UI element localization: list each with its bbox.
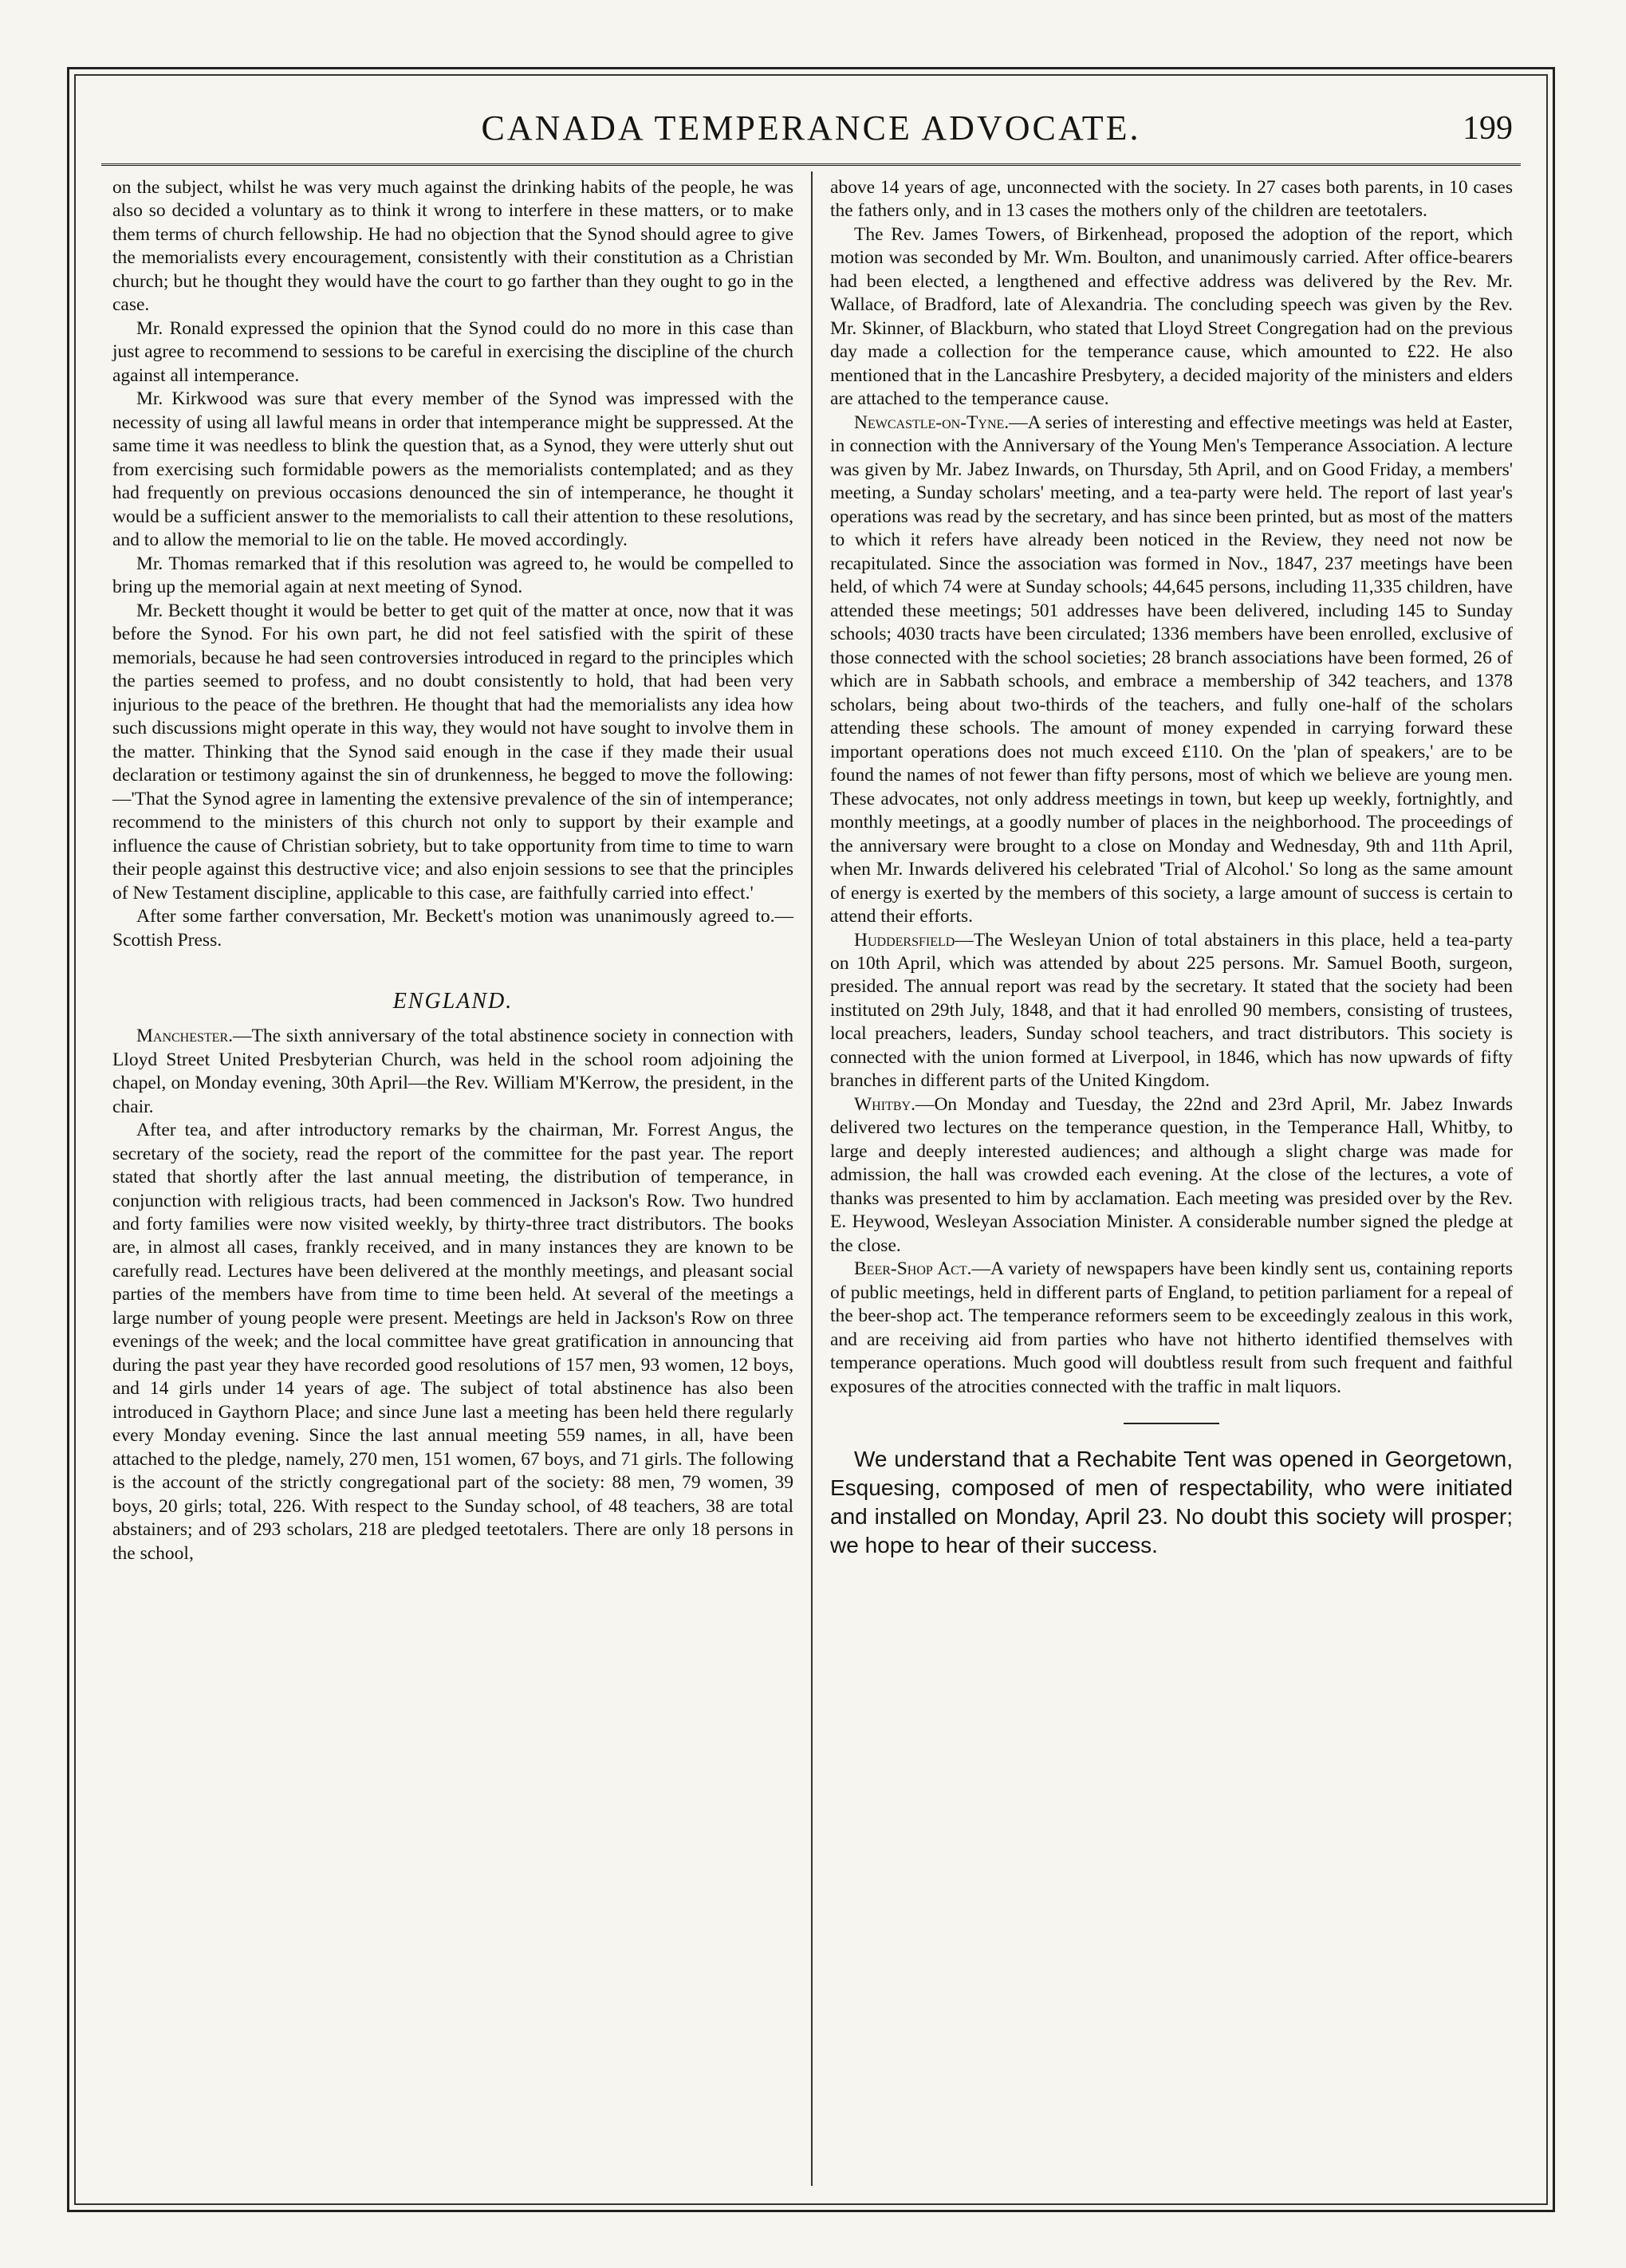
- article-paragraph: [830, 223, 1513, 411]
- page-header: [101, 92, 1521, 166]
- publication-title: CANADA TEMPERANCE ADVOCATE.: [481, 108, 1141, 148]
- article-paragraph: [112, 1025, 793, 1119]
- paragraph-text: —A series of interesting and effective meetings was held at Easter, in connection with the Anniversary of the Young Men's Temperance Association. A lecture was given by Mr. Jabez Inwards, on Thursday, 5th April, and on Good Friday, a members' meeting, a Sunday scholars' meeting, and a tea-party were held. The report of last year's operations was read by the secretary, and has since been printed, but as most of the matters to which it refers have already been noticed in the Review, they need not now be recapitulated. Since the association was formed in Nov., 1847, 237 meetings have been held, of which 74 were at Sunday schools; 44,645 persons, including 11,335 children, have attended these meetings; 501 addresses have been delivered, including 145 to Sunday schools; 4030 tracts have been circulated; 1336 members have been enrolled, exclusive of those connected with the school societies; 28 branch associations have been formed, 26 of which are in Sabbath schools, and embrace a membership of 342 teachers, and 1378 scholars, being about two-thirds of the teachers, and fully one-half of the scholars attending these schools. The amount of money expended in carrying forward these important operations does not much exceed £110. On the 'plan of speakers,' are to be found the names of not fewer than fifty persons, most of which we believe are young men. These advocates, not only address meetings in town, but keep up weekly, fortnightly, and monthly meetings, at a goodly number of places in the neighborhood. The proceedings of the anniversary were brought to a close on Monday and Wednesday, 9th and 11th April, when Mr. Inwards delivered his celebrated 'Trial of Alcohol.' So long as the same amount of energy is exerted by the members of this society, a large amount of success is certain to attend their efforts.: [830, 411, 1513, 927]
- page-number: 199: [1463, 110, 1513, 147]
- paragraph-text: The Rev. James Towers, of Birkenhead, proposed the adoption of the report, which motion was seconded by Mr. Wm. Boulton, and unanimously carried. After office-bearers had been elected, a lengthened and effective address was delivered by the Rev. Mr. Wallace, of Bradford, late of Alexandria. The concluding speech was given by the Rev. Mr. Skinner, of Blackburn, who stated that Lloyd Street Congregation had on the previous day made a collection for the temperance cause, which amounted to £22. He also mentioned that in the Lancashire Presbytery, a decided majority of the ministers and elders are attached to the temperance cause.: [830, 223, 1513, 410]
- paragraph-text: —A variety of newspapers have been kindly sent us, containing reports of public meetings, held in different parts of England, to petition parliament for a repeal of the beer-shop act. The temperance reformers seem to be exceedingly zealous in this work, and are receiving aid from parties who have not hitherto identified themselves with temperance operations. Much good will doubtless result from such frequent and faithful exposures of the atrocities connected with the traffic in malt liquors.: [830, 1258, 1513, 1397]
- article-paragraph: Mr. Thomas remarked that if this resolution was agreed to, he would be compelled to bring up the memorial again at next meeting of Synod.: [112, 553, 793, 598]
- paragraph-text: —The Wesleyan Union of total abstainers in this place, held a tea-party on 10th April, which was attended by about 225 persons. Mr. Samuel Booth, surgeon, presided. The annual report was read by the secretary. It stated that the society had been instituted on 29th July, 1848, and that it had enrolled 90 members, consisting of trustees, local preachers, leaders, Sunday school teachers, and tract distributors. This society is connected with the union formed at Liverpool, in 1846, which has now upwards of fifty branches in different parts of the United Kingdom.: [830, 929, 1513, 1092]
- text-columns: [101, 171, 1521, 2186]
- article-paragraph: on the subject, whilst he was very much against the drinking habits of the people, he was also so decided a voluntary as to think it wrong to interfere in these matters, or to make them terms of church fellowship. He had no objection that the Synod should agree to give the memorialists every encouragement, consistently with their constitution as a Christian church; but he thought they would have the court to go farther than they ought to go in the case.: [112, 177, 793, 316]
- article-paragraph: [830, 929, 1513, 1093]
- paragraph-lead: Beer-Shop Act.: [854, 1258, 972, 1280]
- left-column: [101, 171, 811, 2186]
- article-paragraph: Mr. Beckett thought it would be better to get quit of the matter at once, now that it was before the Synod. For his own part, he did not feel satisfied with the spirit of these memorials, because he had seen controversies introduced in regard to the principles which the parties seemed to profess, and no doubt consistently to hold, that had been very injurious to the peace of the brethren. He thought that had the memorialists any idea how such discussions might operate in this way, they would not have sought to involve them in the matter. Thinking that the Synod said enough in the case if they made their usual declaration or testimony against the sin of drunkenness, he begged to move the following:—'That the Synod agree in lamenting the extensive prevalence of the sin of intemperance; recommend to the ministers of this church not only to support by their example and influence the cause of Christian sobriety, but to take opportunity from time to time to warn their people against this destructive vice; and also enjoin sessions to see that the principles of New Testament discipline, applicable to this case, are faithfully carried into effect.': [112, 600, 793, 904]
- paragraph-lead: Huddersfield: [854, 929, 955, 951]
- section-divider: [1124, 1423, 1219, 1424]
- paragraph-lead: Newcastle-on-Tyne.: [854, 411, 1010, 433]
- paragraph-lead: Whitby.: [854, 1093, 915, 1115]
- paragraph-text: —On Monday and Tuesday, the 22nd and 23rd April, Mr. Jabez Inwards delivered two lectures on the temperance question, in the Temperance Hall, Whitby, to large and deeply interested audiences; and although a slight charge was made for admission, the hall was crowded each evening. At the close of the lectures, a vote of thanks was presented to him by acclamation. Each meeting was presided over by the Rev. E. Heywood, Wesleyan Association Minister. A considerable number signed the pledge at the close.: [830, 1093, 1513, 1256]
- notice-text: We understand that a Rechabite Tent was opened in Georgetown, Esquesing, composed of men of respectability, who were initiated and installed on Monday, April 23. No doubt this society will prosper; we hope to hear of their success.: [830, 1447, 1513, 1557]
- article-paragraph: [830, 1258, 1513, 1399]
- article-paragraph: [830, 1093, 1513, 1258]
- article-paragraph: [830, 411, 1513, 929]
- paragraph-text: —The sixth anniversary of the total abstinence society in connection with Lloyd Street United Presbyterian Church, was held in the school room adjoining the chapel, on Monday evening, 30th April—the Rev. William M'Kerrow, the president, in the chair.: [112, 1026, 793, 1117]
- section-heading-england: ENGLAND.: [392, 988, 514, 1014]
- right-column: [811, 171, 1521, 2186]
- article-paragraph: Mr. Kirkwood was sure that every member of the Synod was impressed with the necessity of using all lawful means in order that intemperance might be suppressed. At the same time it was needless to blink the question that, as a Synod, they were utterly shut out from exercising such formidable powers as the memorialists contemplated; and as they had frequently on previous occasions denounced the sin of intemperance, he thought it would be a sufficient answer to the memorialists to call their attention to these resolutions, and to allow the memorial to lie on the table. He moved accordingly.: [112, 388, 793, 551]
- article-paragraph: [830, 176, 1513, 223]
- rechabite-notice: [830, 1445, 1513, 1559]
- paragraph-lead: Manchester.: [136, 1026, 233, 1047]
- paragraph-text: After tea, and after introductory remarks by the chairman, Mr. Forrest Angus, the secretary of the society, read the report of the committee for the past year. The report stated that shortly after the last annual meeting, the distribution of temperance, in conjunction with religious tracts, had been commenced in Jackson's Row. Two hundred and forty families were now visited weekly, by thirty-three tract distributors. The books are, in almost all cases, frankly received, and in many instances they are known to be carefully read. Lectures have been delivered at the monthly meetings, and pleasant social parties of the members have from time to time been held. At several of the meetings a large number of young people were present. Meetings are held in Jackson's Row on three evenings of the week; and the local committee have great gratification in announcing that during the past year they have recorded good resolutions of 157 men, 93 women, 12 boys, and 14 girls under 14 years of age. The subject of total abstinence has also been introduced in Gaythorn Place; and since June last a meeting has been held there regularly every Monday evening. Since the last annual meeting 559 names, in all, have been attached to the pledge, namely, 270 men, 151 women, 67 boys, and 71 girls. The following is the account of the strictly congregational part of the society: 88 men, 79 women, 39 boys, 20 girls; total, 226. With respect to the Sunday school, of 48 teachers, 38 are total abstainers; and of 293 scholars, 218 are pledged teetotalers. There are only 18 persons in the school,: [112, 1120, 793, 1564]
- article-paragraph: Mr. Ronald expressed the opinion that the Synod could do no more in this case than just agree to recommend to sessions to be careful in exercising the discipline of the church against all intemperance.: [112, 317, 793, 386]
- article-paragraph: [112, 1119, 793, 1565]
- article-paragraph: After some farther conversation, Mr. Beckett's motion was unanimously agreed to.—Scottish Press.: [112, 906, 793, 951]
- newspaper-page: [67, 67, 1555, 2212]
- paragraph-text: above 14 years of age, unconnected with the society. In 27 cases both parents, in 10 cases the fathers only, and in 13 cases the mothers only of the children are teetotalers.: [830, 177, 1513, 222]
